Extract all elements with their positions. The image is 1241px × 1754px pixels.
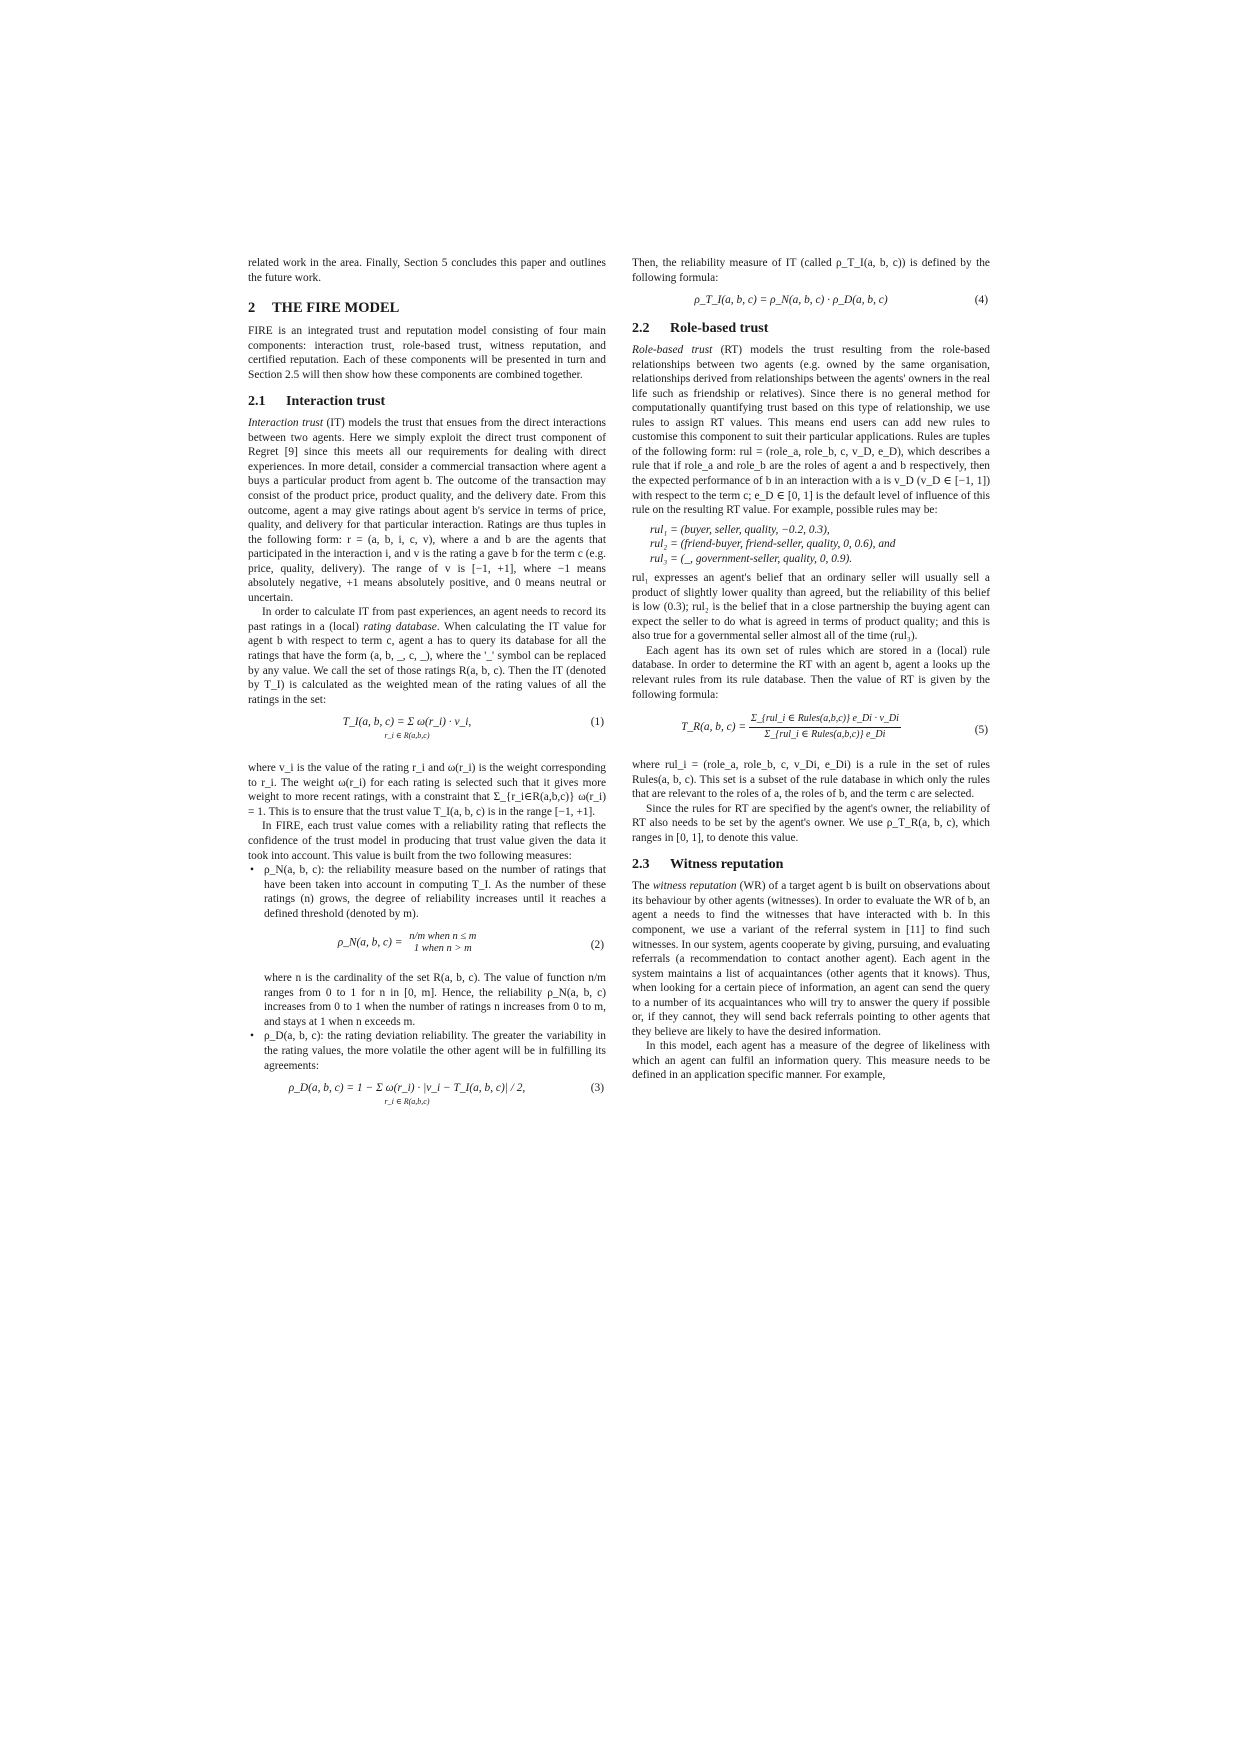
reliability-paragraph: Then, the reliability measure of IT (called ρ_T_I(a, b, c)) is defined by the following formula: xyxy=(632,257,990,284)
right-column xyxy=(632,256,990,1083)
interaction-trust-paragraph-1 xyxy=(248,416,606,605)
bullet-rho-n-explanation: where n is the cardinality of the set R(a, b, c). The value of function n/m ranges from 0 to 1 for n in [0, m]. Hence, the reliability ρ_N(a, b, c) increases from 0 to 1 when the number of ratings n increases from 0 to m, and stays at 1 when n exceeds m. xyxy=(264,972,606,1028)
equation-2-lhs: ρ_N(a, b, c) = xyxy=(337,936,403,949)
role-trust-paragraph-5: Since the rules for RT are specified by the agent's owner, the reliability of RT also needs to be set by the agent's owner. We use ρ_T_R(a, b, c), which ranges in [0, 1], to denote this value. xyxy=(632,802,990,844)
equation-2 xyxy=(248,929,606,963)
paragraph-text: (IT) models the trust that ensues from the direct interactions between two agents. Here we simply exploit the direct trust component of Regret [9] since this meets all our requirements for dealing with direct experiences. In more detail, consider a commercial transaction where agent a buys a particular product from agent b. The outcome of the transaction may consist of the product price, product quality, and the delivery date. From this outcome, agent a may give ratings about agent b's service in terms of price, quality, and delivery for that particular interaction. Ratings are thus tuples in the following form: r = (a, b, i, c, v), where a and b are the agents that participated in the interaction i, and v is the rating a gave b for the term c (e.g. price, quality, delivery). The range of v is [−1, +1], where −1 means absolutely negative, +1 means absolutely positive, and 0 means neutral or uncertain. xyxy=(248,417,606,604)
left-column xyxy=(248,256,606,1127)
rule-list xyxy=(650,523,990,567)
term-role-based-trust: Role-based trust xyxy=(632,344,713,357)
rule-1: rul₁ = (buyer, seller, quality, −0.2, 0.3), xyxy=(650,523,830,536)
equation-4-number: (4) xyxy=(974,294,988,307)
subsection-number: 2.1 xyxy=(248,394,266,410)
equation-4-body: ρ_T_I(a, b, c) = ρ_N(a, b, c) · ρ_D(a, b, c) xyxy=(694,294,888,307)
equation-5 xyxy=(632,712,990,750)
bullet-rho-n: • ρ_N(a, b, c): the reliability measure based on the number of ratings that have been taken into account in computing T_I. As the number of these ratings (n) grows, the degree of reliability increases until it reaches a defined threshold (denoted by m). xyxy=(248,863,606,921)
equation-5-numerator: Σ_{rul_i ∈ Rules(a,b,c)} e_Di · v_Di xyxy=(749,712,901,728)
subsection-title: Interaction trust xyxy=(286,394,386,410)
interaction-trust-paragraph-2 xyxy=(248,605,606,707)
equation-1-number: (1) xyxy=(590,716,604,729)
equation-5-fraction xyxy=(749,712,901,742)
rule-2: rul₂ = (friend-buyer, friend-seller, quality, 0, 0.6), and xyxy=(650,538,896,551)
role-trust-paragraph-1 xyxy=(632,343,990,518)
equation-1 xyxy=(248,715,606,753)
role-trust-paragraph-2: rul₁ expresses an agent's belief that an ordinary seller will usually sell a product of slightly lower quality than agreed, but the reliability of this belief is low (0.3); rul₂ is the belief that in a close partnership the buying agent can expect the seller to do what is agreed in terms of product quality; and this is also true for a governmental seller almost all of the time (rul₃). xyxy=(632,572,990,643)
equation-5-number: (5) xyxy=(974,724,988,737)
interaction-trust-paragraph-4: In FIRE, each trust value comes with a reliability rating that reflects the confidence of the trust model in producing that trust value given the data it took into account. This value is built from the two following measures: xyxy=(248,820,606,862)
paragraph-text: . When calculating the IT value for agent b with respect to term c, agent a has to query its database for all the ratings that have the form (a, b, _, c, _), where the '_' symbol can be replaced by any value. We call the set of those ratings R(a, b, c). Then the IT (denoted by T_I) is calculated as the weighted mean of the rating values of all the ratings in the set: xyxy=(248,620,606,706)
equation-2-case-1: n/m when n ≤ m xyxy=(409,931,477,943)
witness-paragraph-2: In this model, each agent has a measure of the degree of likeliness with which an agent can fulfil an information query. This measure needs to be defined in an application specific manner. For example, xyxy=(632,1040,990,1082)
role-trust-paragraph-3: Each agent has its own set of rules which are stored in a (local) rule database. In order to determine the RT with an agent b, agent a looks up the relevant rules from its rule database. Then the value of RT is given by the following formula: xyxy=(632,644,990,701)
role-trust-paragraph-4: where rul_i = (role_a, role_b, c, v_Di, e_Di) is a rule in the set of rules Rules(a, b, c). This set is a subset of the rule database in which only the rules that are relevant to the roles of a, the roles of b, and the term c are selected. xyxy=(632,759,990,801)
section-number: 2 xyxy=(248,300,256,317)
subsection-title: Witness reputation xyxy=(670,857,784,873)
intro-paragraph: related work in the area. Finally, Section 5 concludes this paper and outlines the future work. xyxy=(248,257,606,284)
subsection-number: 2.3 xyxy=(632,857,650,873)
interaction-trust-paragraph-3: where v_i is the value of the rating r_i and ω(r_i) is the weight corresponding to r_i. The weight ω(r_i) for each rating is selected such that it gives more weight to more recent ratings, with a constraint that Σ_{r_i∈R(a,b,c)} ω(r_i) = 1. This is to ensure that the trust value T_I(a, b, c) is in the range [−1, +1]. xyxy=(248,762,606,818)
paragraph-text: In order to calculate IT from past experiences, an agent needs to record its past ratings in a (local) xyxy=(248,606,606,633)
equation-2-number: (2) xyxy=(590,939,604,952)
equation-2-cases xyxy=(409,931,476,955)
section-title: THE FIRE MODEL xyxy=(272,300,400,317)
equation-2-case-2: 1 when n > m xyxy=(413,943,472,955)
term-rating-database: rating database xyxy=(363,620,437,633)
equation-3 xyxy=(248,1081,606,1119)
term-interaction-trust: Interaction trust xyxy=(248,417,324,430)
section-2-2-heading xyxy=(632,320,990,337)
equation-5-denominator: Σ_{rul_i ∈ Rules(a,b,c)} e_Di xyxy=(764,728,886,740)
fire-paragraph: FIRE is an integrated trust and reputation model consisting of four main components: interaction trust, role-based trust, witness reputation, and certified reputation. Each of these components will be presented in turn and Section 2.5 will then show how these components are combined together. xyxy=(248,325,606,381)
subsection-title: Role-based trust xyxy=(670,321,769,337)
witness-paragraph-1 xyxy=(632,879,990,1039)
term-witness-reputation: witness reputation xyxy=(652,880,737,893)
paragraph-text: (WR) of a target agent b is built on observations about its behaviour by other agents (witnesses). In order to evaluate the WR of b, an agent a needs to find the witnesses that have interacted with b. In this component, we use a variant of the referral system in [11] to find such witnesses. In our system, agents cooperate by giving, pursuing, and evaluating referrals (a recommendation to contact another agent). Each agent in the system maintains a list of acquaintances (other agents that it knows). Thus, when looking for a certain piece of information, an agent can send the query to a number of its acquaintances who will try to answer the query if possible or, if they cannot, they will send back referrals pointing to other agents that they believe are likely to have the desired information. xyxy=(632,880,990,1038)
equation-3-body: ρ_D(a, b, c) = 1 − Σ ω(r_i) · |v_i − T_I(a, b, c)| / 2, xyxy=(288,1082,526,1095)
equation-3-subscript: r_i ∈ R(a,b,c) xyxy=(384,1096,430,1106)
paragraph-text: (RT) models the trust resulting from the role-based relationships between two agents (e.g. owned by the same organisation, relationships derived from relationships between the agents' owners in the real life such as friendship or relatives). Since there is no general method for computationally quantifying trust based on this type of relationship, we use rules to assign RT values. This means end users can add new rules to customise this component to suit their particular applications. Rules are tuples of the following form: rul = (role_a, role_b, c, v_D, e_D), which describes a rule that if role_a and role_b are the roles of agent a and b respectively, then the expected performance of b in an interaction with a is v_D (v_D ∈ [−1, 1]) with respect to the term c; e_D ∈ [0, 1] is the default level of influence of this rule on the resulting RT value. For example, possible rules may be: xyxy=(632,344,990,517)
section-2-3-heading xyxy=(632,856,990,873)
equation-1-body: T_I(a, b, c) = Σ ω(r_i) · v_i, xyxy=(342,716,472,729)
equation-1-subscript: r_i ∈ R(a,b,c) xyxy=(384,730,430,740)
subsection-number: 2.2 xyxy=(632,321,650,337)
equation-5-lhs: T_R(a, b, c) = xyxy=(681,720,747,733)
bullet-rho-d: • ρ_D(a, b, c): the rating deviation reliability. The greater the variability in the rating values, the more volatile the other agent will be in fulfilling its agreements: xyxy=(248,1029,606,1073)
equation-4 xyxy=(632,293,990,309)
section-2-1-heading xyxy=(248,393,606,410)
paragraph-text: The xyxy=(632,880,653,893)
equation-3-number: (3) xyxy=(590,1082,604,1095)
section-2-heading xyxy=(248,299,606,317)
rule-3: rul₃ = (_, government-seller, quality, 0, 0.9). xyxy=(650,552,853,565)
